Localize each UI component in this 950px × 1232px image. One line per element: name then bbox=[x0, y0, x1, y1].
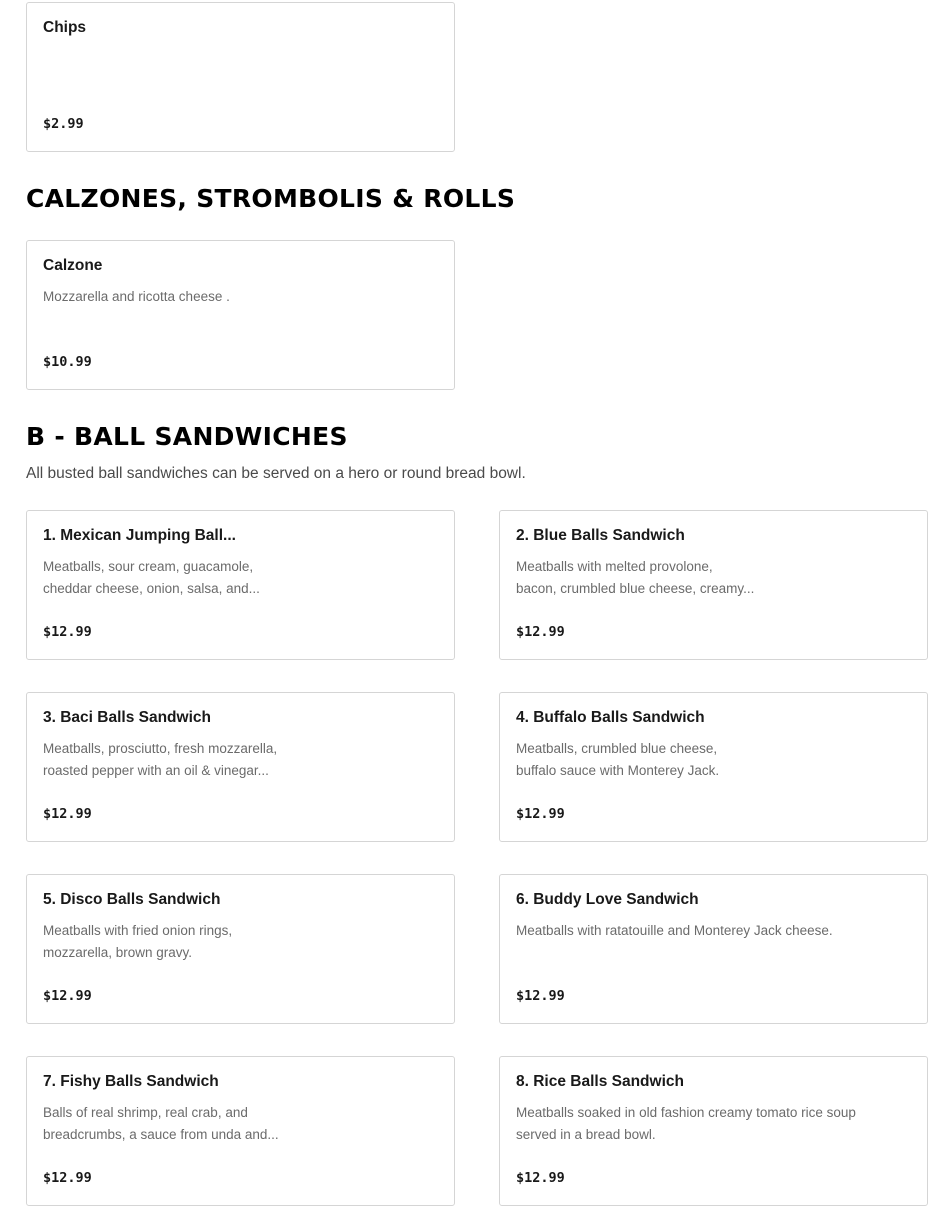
menu-item-card-chips[interactable] bbox=[26, 2, 455, 152]
description-line: Meatballs, crumbled blue cheese, bbox=[516, 741, 718, 756]
item-description bbox=[43, 1102, 293, 1146]
item-name: 1. Mexican Jumping Ball... bbox=[43, 527, 236, 544]
description-line: served in a bread bowl. bbox=[516, 1127, 656, 1142]
description-line: Meatballs with melted provolone, bbox=[516, 559, 713, 574]
description-line: Balls of real shrimp, real crab, and bbox=[43, 1105, 248, 1120]
item-name: 3. Baci Balls Sandwich bbox=[43, 709, 211, 726]
item-price: $2.99 bbox=[43, 116, 84, 132]
item-name: 5. Disco Balls Sandwich bbox=[43, 891, 221, 908]
item-name: Chips bbox=[43, 19, 87, 36]
item-name: 4. Buffalo Balls Sandwich bbox=[516, 709, 705, 726]
description-line: Meatballs, prosciutto, fresh mozzarella, bbox=[43, 741, 278, 756]
item-description bbox=[43, 738, 293, 782]
description-line: roasted pepper with an oil & vinegar... bbox=[43, 763, 269, 778]
item-name: 7. Fishy Balls Sandwich bbox=[43, 1073, 219, 1090]
description-line: Meatballs with fried onion rings, bbox=[43, 923, 233, 938]
menu-item-card-disco-balls[interactable] bbox=[26, 874, 455, 1024]
item-price: $12.99 bbox=[43, 988, 92, 1004]
menu-item-card-buffalo-balls[interactable] bbox=[499, 692, 928, 842]
description-line: Mozzarella and ricotta cheese . bbox=[43, 289, 230, 304]
menu-item-card-rice-balls[interactable] bbox=[499, 1056, 928, 1206]
item-description bbox=[516, 920, 886, 942]
item-price: $12.99 bbox=[43, 1170, 92, 1186]
menu-item-card-blue-balls[interactable] bbox=[499, 510, 928, 660]
description-line: buffalo sauce with Monterey Jack. bbox=[516, 763, 720, 778]
item-price: $12.99 bbox=[516, 1170, 565, 1186]
item-description bbox=[43, 286, 413, 308]
item-price: $12.99 bbox=[43, 806, 92, 822]
item-price: $10.99 bbox=[43, 354, 92, 370]
description-line: bacon, crumbled blue cheese, creamy... bbox=[516, 581, 755, 596]
item-name: 6. Buddy Love Sandwich bbox=[516, 891, 699, 908]
item-price: $12.99 bbox=[516, 988, 565, 1004]
menu-item-card-fishy-balls[interactable] bbox=[26, 1056, 455, 1206]
description-line: Meatballs with ratatouille and Monterey Jack cheese. bbox=[516, 923, 833, 938]
menu-item-card-buddy-love[interactable] bbox=[499, 874, 928, 1024]
item-description bbox=[516, 738, 766, 782]
section-title-calzones: CALZONES, STROMBOLIS & ROLLS bbox=[26, 184, 516, 213]
item-price: $12.99 bbox=[43, 624, 92, 640]
description-line: breadcrumbs, a sauce from unda and... bbox=[43, 1127, 279, 1142]
item-description bbox=[516, 556, 766, 600]
menu-item-card-mexican-jumping-ball[interactable] bbox=[26, 510, 455, 660]
item-name: 2. Blue Balls Sandwich bbox=[516, 527, 685, 544]
item-description bbox=[43, 556, 293, 600]
item-description bbox=[43, 920, 293, 964]
item-name: Calzone bbox=[43, 257, 103, 274]
description-line: Meatballs, sour cream, guacamole, bbox=[43, 559, 254, 574]
description-line: mozzarella, brown gravy. bbox=[43, 945, 193, 960]
menu-item-card-baci-balls[interactable] bbox=[26, 692, 455, 842]
section-subtitle: All busted ball sandwiches can be served on a hero or round bread bowl. bbox=[26, 465, 526, 482]
item-name: 8. Rice Balls Sandwich bbox=[516, 1073, 684, 1090]
section-title-ball-sandwiches: B - BALL SANDWICHES bbox=[26, 422, 348, 451]
description-line: Meatballs soaked in old fashion creamy tomato rice soup bbox=[516, 1105, 856, 1120]
description-line: cheddar cheese, onion, salsa, and... bbox=[43, 581, 260, 596]
item-price: $12.99 bbox=[516, 806, 565, 822]
item-price: $12.99 bbox=[516, 624, 565, 640]
menu-item-card-calzone[interactable] bbox=[26, 240, 455, 390]
item-description bbox=[516, 1102, 886, 1146]
